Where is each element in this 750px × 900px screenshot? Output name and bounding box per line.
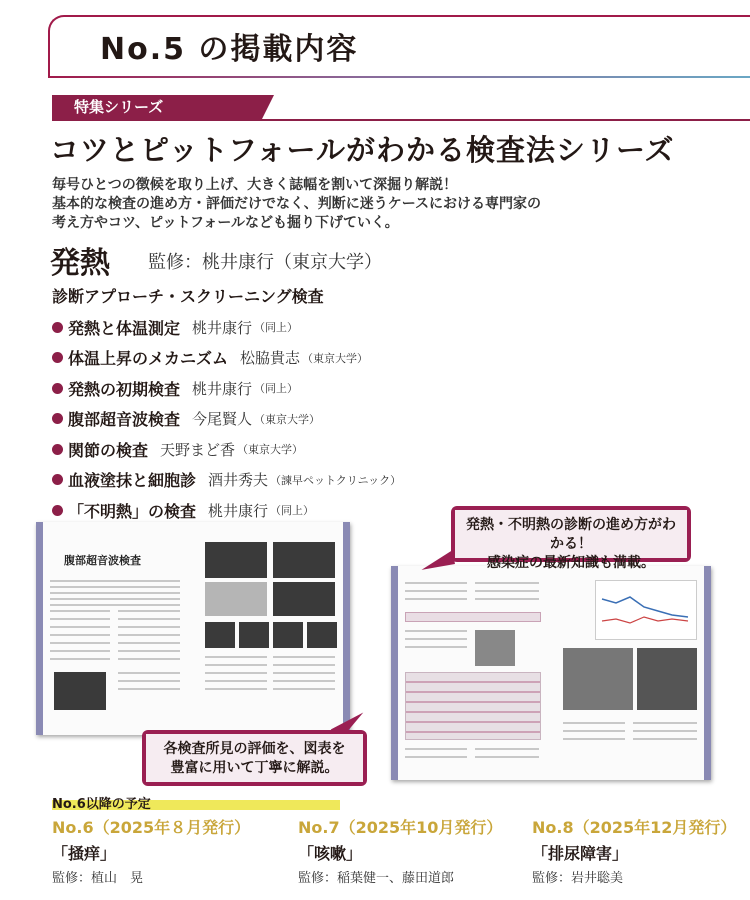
data-table	[405, 672, 541, 740]
ultrasound-image	[205, 542, 267, 578]
item-author: 酒井秀夫	[208, 471, 269, 490]
ultrasound-image	[205, 582, 267, 616]
item-title: 体温上昇のメカニズム	[68, 349, 229, 369]
item-affiliation: （東京大学）	[302, 351, 369, 365]
ultrasound-image	[54, 672, 106, 710]
dog-photo	[475, 630, 515, 666]
text-line	[273, 680, 335, 682]
feature-topic: 発熱	[50, 246, 110, 281]
text-line	[50, 618, 110, 620]
intro-line: 毎号ひとつの徴候を取り上げ、大きく誌幅を割いて深掘り解説！	[52, 177, 458, 193]
ultrasound-image	[273, 542, 335, 578]
series-divider	[52, 119, 750, 121]
list-item	[52, 312, 401, 343]
ultrasound-image	[205, 622, 235, 648]
text-line	[405, 590, 467, 592]
text-line	[118, 672, 180, 674]
callout-line: 各検査所見の評価を、図表を	[163, 741, 346, 757]
spread-page	[193, 522, 350, 735]
text-line	[475, 582, 539, 584]
callout-text	[146, 734, 363, 782]
text-line	[405, 646, 467, 648]
bullet-icon	[52, 413, 63, 424]
spread-page	[36, 522, 193, 735]
text-line	[205, 656, 267, 658]
page-sideband	[343, 522, 350, 735]
upcoming-issue	[52, 815, 250, 886]
list-item	[52, 343, 401, 374]
item-title: 腹部超音波検査	[68, 410, 181, 430]
text-line	[205, 688, 267, 690]
bullet-icon	[52, 444, 63, 455]
table-row	[406, 681, 540, 683]
xray-image	[563, 648, 633, 710]
table-row	[406, 701, 540, 703]
item-title: 関節の検査	[68, 440, 149, 460]
text-line	[475, 748, 539, 750]
item-title: 発熱の初期検査	[68, 379, 181, 399]
text-line	[405, 638, 467, 640]
text-line	[118, 642, 180, 644]
issue-title: 「掻痒」	[52, 844, 117, 863]
text-line	[475, 598, 539, 600]
text-line	[563, 730, 625, 732]
callout-line: 発熱・不明熱の診断の進め方がわかる！	[466, 517, 676, 552]
list-item	[52, 404, 401, 435]
spread-page-title: 腹部超音波検査	[64, 554, 141, 567]
text-line	[405, 598, 467, 600]
text-line	[50, 610, 110, 612]
ultrasound-image	[307, 622, 337, 648]
ultrasound-image	[273, 622, 303, 648]
item-author: 天野まど香	[160, 440, 236, 459]
spread-page	[391, 566, 551, 780]
text-line	[50, 604, 180, 606]
page-title: No.5 の掲載内容	[100, 32, 359, 67]
item-affiliation: （同上）	[254, 321, 299, 335]
callout-text	[455, 510, 687, 571]
item-affiliation: （同上）	[270, 504, 315, 518]
callout-right	[451, 506, 691, 571]
text-line	[118, 650, 180, 652]
text-line	[633, 730, 697, 732]
table-row	[406, 711, 540, 713]
list-item	[52, 434, 401, 465]
table-row	[406, 721, 540, 723]
text-line	[50, 650, 110, 652]
text-line	[205, 672, 267, 674]
table-row	[406, 731, 540, 733]
text-line	[50, 592, 180, 594]
article-list	[52, 312, 401, 526]
item-title: 「不明熱」の検査	[68, 501, 197, 521]
callout-line: 感染症の最新知識も満載。	[487, 555, 655, 571]
header-gradient-line	[48, 76, 750, 78]
series-tag-tail	[262, 95, 274, 119]
text-line	[50, 626, 110, 628]
text-line	[273, 664, 335, 666]
xray-image	[637, 648, 697, 710]
item-author: 桃井康行	[192, 379, 253, 398]
issue-title: 「咳嗽」	[298, 844, 363, 863]
bullet-icon	[52, 322, 63, 333]
text-line	[50, 642, 110, 644]
sample-spread-left	[36, 522, 350, 735]
series-tag: 特集シリーズ	[52, 95, 262, 119]
text-line	[405, 756, 467, 758]
page-sideband	[36, 522, 43, 735]
issue-title: 「排尿障害」	[532, 844, 629, 863]
text-line	[405, 748, 467, 750]
upcoming-issue	[298, 815, 502, 886]
section-band	[405, 612, 541, 622]
issue-number: No.6（2025年８月発行）	[52, 818, 251, 837]
item-title: 血液塗抹と細胞診	[68, 471, 197, 491]
text-line	[118, 626, 180, 628]
text-line	[50, 598, 180, 600]
bullet-icon	[52, 474, 63, 485]
text-line	[118, 688, 180, 690]
item-author: 今尾賢人	[192, 410, 253, 429]
text-line	[475, 756, 539, 758]
intro-line: 基本的な検査の進め方・評価だけでなく、判断に迷うケースにおける専門家の	[52, 196, 542, 212]
table-row	[406, 691, 540, 693]
upcoming-issue	[532, 815, 736, 886]
ultrasound-image	[273, 582, 335, 616]
bullet-icon	[52, 505, 63, 516]
text-line	[118, 658, 180, 660]
page-sideband	[704, 566, 711, 780]
text-line	[50, 658, 110, 660]
item-author: 桃井康行	[208, 501, 269, 520]
feature-subtitle: 診断アプローチ・スクリーニング検査	[52, 287, 324, 306]
issue-number: No.7（2025年10月発行）	[298, 818, 503, 837]
text-line	[405, 630, 467, 632]
callout-line: 豊富に用いて丁寧に解説。	[170, 760, 339, 776]
text-line	[50, 586, 180, 588]
text-line	[405, 582, 467, 584]
text-line	[563, 722, 625, 724]
text-line	[563, 738, 625, 740]
text-line	[273, 672, 335, 674]
text-line	[633, 722, 697, 724]
series-title: コツとピットフォールがわかる検査法シリーズ	[50, 133, 675, 167]
text-line	[273, 688, 335, 690]
list-item	[52, 495, 401, 526]
series-intro	[52, 176, 702, 233]
issue-supervisor: 監修：岩井聡美	[532, 871, 624, 886]
feature-supervisor: 監修：桃井康行（東京大学）	[148, 252, 382, 273]
item-author: 松脇貴志	[240, 349, 301, 368]
temperature-chart	[595, 580, 697, 640]
item-affiliation: （諫早ペットクリニック）	[270, 473, 402, 487]
text-line	[50, 580, 180, 582]
bullet-icon	[52, 352, 63, 363]
item-affiliation: （東京大学）	[237, 443, 304, 457]
upcoming-heading: No.6以降の予定	[52, 797, 151, 812]
page-sideband	[391, 566, 398, 780]
text-line	[273, 656, 335, 658]
list-item	[52, 373, 401, 404]
text-line	[118, 634, 180, 636]
text-line	[118, 610, 180, 612]
callout-left	[142, 730, 367, 786]
item-title: 発熱と体温測定	[68, 318, 181, 338]
text-line	[205, 664, 267, 666]
issue-number: No.8（2025年12月発行）	[532, 818, 737, 837]
spread-page	[551, 566, 711, 780]
item-affiliation: （同上）	[254, 382, 299, 396]
text-line	[118, 618, 180, 620]
list-item	[52, 465, 401, 496]
issue-supervisor: 監修：稲葉健一、藤田道郎	[298, 871, 455, 886]
sample-spread-right	[391, 566, 711, 780]
issue-supervisor: 監修：植山 晃	[52, 871, 144, 886]
text-line	[118, 680, 180, 682]
text-line	[475, 590, 539, 592]
text-line	[50, 634, 110, 636]
ultrasound-image	[239, 622, 269, 648]
text-line	[205, 680, 267, 682]
item-author: 桃井康行	[192, 318, 253, 337]
item-affiliation: （東京大学）	[254, 412, 321, 426]
chart-lines	[596, 581, 696, 639]
text-line	[633, 738, 697, 740]
intro-line: 考え方やコツ、ピットフォールなども掘り下げていく。	[52, 215, 399, 231]
bullet-icon	[52, 383, 63, 394]
